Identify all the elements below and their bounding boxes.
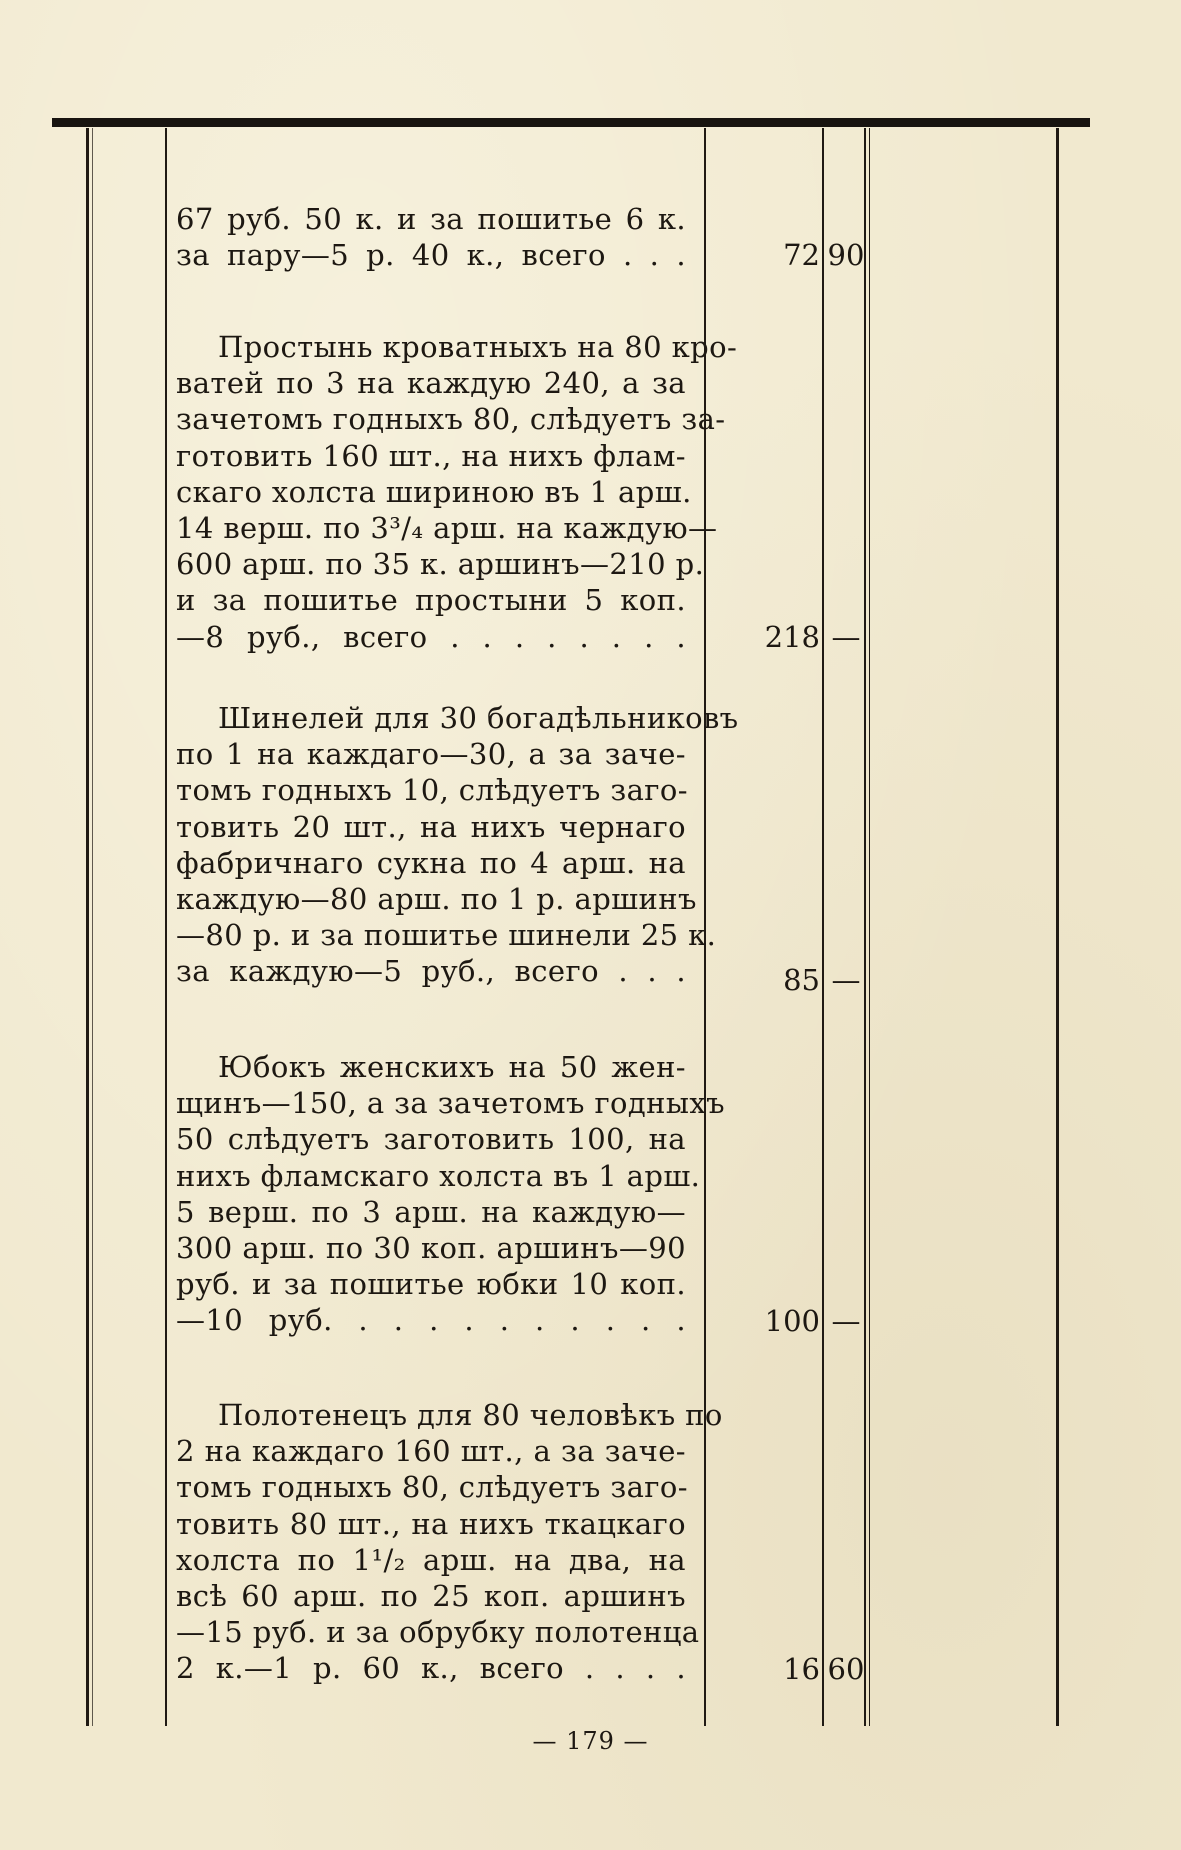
entry-line: 5 верш. по 3 арш. на каждую— bbox=[176, 1194, 686, 1229]
entry-3-kopecks: — bbox=[831, 963, 861, 997]
entry-line: щинъ—150, а за зачетомъ годныхъ bbox=[176, 1086, 725, 1121]
entry-3-text bbox=[176, 700, 739, 990]
entry-line: ватей по 3 на каждую 240, а за bbox=[176, 366, 686, 401]
entry-line: 14 верш. по 3³/₄ арш. на каждую— bbox=[176, 511, 718, 546]
entry-line: —10 руб. . . . . . . . . . . bbox=[176, 1303, 686, 1338]
entry-line: Юбокъ женскихъ на 50 жен- bbox=[218, 1050, 686, 1084]
entry-4-text bbox=[176, 1049, 725, 1339]
entry-line: фабричнаго сукна по 4 арш. на bbox=[176, 845, 686, 880]
entry-2-rubles: 218 bbox=[764, 620, 820, 654]
entry-line: 67 руб. 50 к. и за пошитье 6 к. bbox=[176, 202, 686, 236]
entry-line: —8 руб., всего . . . . . . . . bbox=[176, 619, 686, 654]
entry-line: товить 80 шт., на нихъ ткацкаго bbox=[176, 1506, 686, 1541]
entry-5-kopecks: 60 bbox=[827, 1652, 865, 1686]
entry-5-text bbox=[176, 1397, 723, 1687]
entry-line: —15 руб. и за обрубку полотенца bbox=[176, 1615, 700, 1650]
entry-line: 600 арш. по 35 к. аршинъ—210 р. bbox=[176, 547, 705, 582]
entry-1-rubles: 72 bbox=[783, 238, 820, 272]
entry-line: Шинелей для 30 богадѣльниковъ bbox=[218, 701, 739, 735]
entry-line: руб. и за пошитье юбки 10 коп. bbox=[176, 1267, 686, 1302]
entry-line: товить 20 шт., на нихъ чернаго bbox=[176, 809, 686, 844]
entry-line: нихъ фламскаго холста въ 1 арш. bbox=[176, 1158, 701, 1193]
entry-4-rubles: 100 bbox=[764, 1304, 820, 1338]
entry-1-text bbox=[176, 201, 686, 273]
entry-5-rubles: 16 bbox=[783, 1652, 820, 1686]
entry-line: 300 арш. по 30 коп. аршинъ—90 bbox=[176, 1231, 686, 1266]
page-number: — 179 — bbox=[532, 1727, 649, 1755]
entry-line: готовить 160 шт., на нихъ флам- bbox=[176, 438, 686, 473]
entry-line: Простынь кроватныхъ на 80 кро- bbox=[218, 330, 738, 364]
entry-line: 50 слѣдуетъ заготовить 100, на bbox=[176, 1122, 686, 1157]
entry-line: —80 р. и за пошитье шинели 25 к. bbox=[176, 918, 717, 953]
entry-line: по 1 на каждаго—30, а за заче- bbox=[176, 737, 686, 772]
entry-line: Полотенецъ для 80 человѣкъ по bbox=[218, 1398, 723, 1432]
entry-line: зачетомъ годныхъ 80, слѣдуетъ за- bbox=[176, 402, 726, 437]
entry-3-rubles: 85 bbox=[783, 963, 820, 997]
entry-line: за пару—5 р. 40 к., всего . . . bbox=[176, 238, 686, 273]
entry-line: скаго холста шириною въ 1 арш. bbox=[176, 474, 692, 509]
entry-line: холста по 1¹/₂ арш. на два, на bbox=[176, 1542, 686, 1577]
entry-line: и за пошитье простыни 5 коп. bbox=[176, 583, 686, 618]
entry-line: 2 на каждаго 160 шт., а за заче- bbox=[176, 1434, 686, 1469]
entry-1-kopecks: 90 bbox=[827, 238, 865, 272]
entry-4-kopecks: — bbox=[831, 1304, 861, 1338]
entry-line: всѣ 60 арш. по 25 коп. аршинъ bbox=[176, 1579, 686, 1614]
entry-line: за каждую—5 руб., всего . . . bbox=[176, 954, 686, 989]
entry-line: томъ годныхъ 10, слѣдуетъ заго- bbox=[176, 773, 688, 808]
entry-line: 2 к.—1 р. 60 к., всего . . . . bbox=[176, 1651, 686, 1686]
entry-2-text bbox=[176, 329, 738, 655]
entry-line: каждую—80 арш. по 1 р. аршинъ bbox=[176, 882, 697, 917]
entry-2-kopecks: — bbox=[831, 620, 861, 654]
entry-line: томъ годныхъ 80, слѣдуетъ заго- bbox=[176, 1470, 688, 1505]
